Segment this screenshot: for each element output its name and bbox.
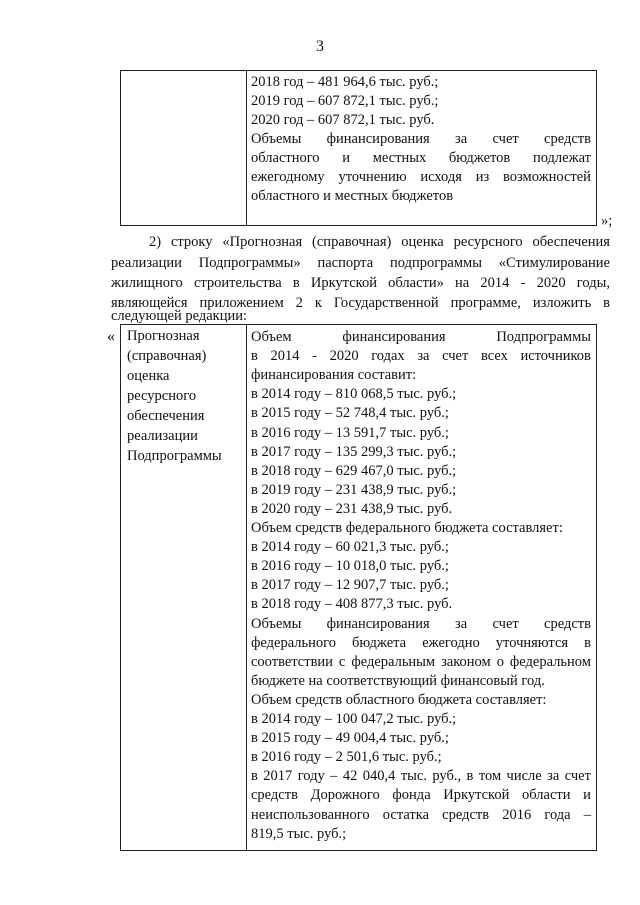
right-cell-line: бюджете на соответствующий финансовый год. (251, 673, 545, 689)
word: годы, (576, 275, 610, 291)
word: года (544, 807, 571, 823)
justify-row (251, 347, 591, 365)
word: остатка (382, 807, 430, 823)
right-cell-line: в 2020 году – 231 438,9 тыс. руб. (251, 501, 453, 517)
word: 040,4 (362, 768, 396, 784)
left-cell-line: (справочная) (127, 348, 207, 364)
word: средств (544, 131, 591, 147)
word: 2017 (263, 768, 293, 784)
word: источников (520, 348, 591, 364)
justify-row (111, 254, 610, 272)
table-1-para-line (251, 130, 591, 148)
word: с (338, 654, 346, 670)
word: счет (492, 616, 519, 632)
word: фонда (392, 787, 431, 803)
right-cell-line: 819,5 тыс. руб.; (251, 826, 347, 842)
word: строку (170, 234, 213, 250)
table-1-line: 2019 год – 607 872,1 тыс. руб.; (251, 93, 439, 109)
table-2-top-border (120, 324, 597, 325)
right-cell-line: в 2015 году – 52 748,4 тыс. руб.; (251, 405, 449, 421)
justify-row (251, 786, 591, 804)
page-number: 3 (316, 38, 324, 55)
justify-row (149, 233, 610, 251)
left-cell-line: оценка (127, 368, 170, 384)
word: из (475, 169, 490, 185)
table-1-para-line (251, 168, 591, 186)
word: паспорта (317, 255, 374, 271)
word: финансирования (326, 131, 430, 147)
justify-row (251, 168, 591, 186)
word: федеральным (351, 654, 436, 670)
word: соответствии (251, 654, 333, 670)
word: Государственной (333, 295, 439, 311)
word: неиспользованного (251, 807, 370, 823)
word: финансирования (342, 329, 446, 345)
word: оценка (401, 234, 444, 250)
word: (справочная) (312, 234, 392, 250)
right-cell-line: в 2016 году – 10 018,0 тыс. руб.; (251, 558, 449, 574)
word: счет (564, 768, 591, 784)
right-cell-line: Объем средств федерального бюджета составляет: (251, 520, 563, 536)
word: Подпрограммы» (198, 255, 301, 271)
word: федеральном (509, 654, 591, 670)
table-2-right-border (596, 324, 597, 851)
justify-row (251, 767, 591, 785)
right-cell-line (251, 634, 591, 652)
word: программе, (450, 295, 521, 311)
table-1-bottom-border (120, 225, 597, 226)
word: 2) (149, 234, 162, 250)
right-cell-line (251, 328, 591, 346)
word: руб., (432, 768, 462, 784)
word: средств (251, 787, 298, 803)
word: к (314, 295, 322, 311)
word: в (466, 768, 474, 784)
word: году (297, 768, 325, 784)
word: обеспечения (532, 234, 610, 250)
justify-row (251, 328, 591, 346)
body-line (111, 274, 610, 292)
word: в (584, 635, 591, 651)
word: строительства (193, 275, 282, 291)
word: подлежат (532, 150, 591, 166)
word: Объемы (251, 616, 302, 632)
word: в (292, 275, 300, 291)
body-line (111, 254, 610, 272)
right-cell-line (251, 615, 591, 633)
word: в (251, 768, 258, 784)
word: приложением (199, 295, 284, 311)
word: являющейся (111, 295, 188, 311)
table-2-bottom-border (120, 850, 597, 851)
word: области (522, 787, 571, 803)
word: Объемы (251, 131, 302, 147)
justify-row (251, 130, 591, 148)
word: 2014 (270, 348, 300, 364)
word: 2020 (536, 275, 566, 291)
word: уточнению (338, 169, 407, 185)
word: годах (371, 348, 405, 364)
right-cell-line: в 2016 году – 13 591,7 тыс. руб.; (251, 425, 449, 441)
word: Подпрограммы (496, 329, 591, 345)
word: 2 (295, 295, 303, 311)
word: законом (441, 654, 491, 670)
right-cell-line: в 2015 году – 49 004,4 тыс. руб.; (251, 730, 449, 746)
word: числе (506, 768, 542, 784)
right-cell-line: в 2019 году – 231 438,9 тыс. руб.; (251, 482, 457, 498)
word: – (583, 807, 591, 823)
word: ресурсного (453, 234, 523, 250)
word: 2016 (502, 807, 532, 823)
table-1-left-border (120, 70, 121, 226)
word: федерального (251, 635, 336, 651)
word: Иркутской (310, 275, 377, 291)
word: области» (388, 275, 444, 291)
word: - (520, 275, 526, 291)
word: счет (492, 131, 519, 147)
word: финансирования (326, 616, 430, 632)
word: – (330, 768, 338, 784)
word: о (496, 654, 504, 670)
word: областного (251, 150, 320, 166)
word: «Прогнозная (222, 234, 303, 250)
left-cell-line: Прогнозная (127, 328, 200, 344)
word: средств (544, 616, 591, 632)
word: бюджетов (448, 150, 511, 166)
word: 42 (342, 768, 358, 784)
table-1-line: 2020 год – 607 872,1 тыс. руб. (251, 112, 435, 128)
word: уточняются (495, 635, 569, 651)
word: жилищного (111, 275, 183, 291)
word: том (478, 768, 502, 784)
word: тыс. (400, 768, 427, 784)
right-cell-line: в 2014 году – 60 021,3 тыс. руб.; (251, 539, 449, 555)
word: всех (480, 348, 508, 364)
word: местных (372, 150, 427, 166)
word: Объем (251, 329, 292, 345)
word: Иркутской (443, 787, 510, 803)
right-cell-line (251, 767, 591, 785)
justify-row (251, 634, 591, 652)
right-cell-line: финансирования составит: (251, 367, 417, 383)
right-cell-line: Объем средств областного бюджета составляет: (251, 692, 547, 708)
table-1-top-border (120, 70, 597, 71)
right-cell-line: в 2014 году – 100 047,2 тыс. руб.; (251, 711, 457, 727)
word: в (251, 348, 258, 364)
right-cell-line (251, 786, 591, 804)
right-cell-line: в 2016 году – 2 501,6 тыс. руб.; (251, 749, 442, 765)
word: подпрограммы (389, 255, 482, 271)
justify-row (251, 149, 591, 167)
justify-row (251, 653, 591, 671)
word: 2014 (480, 275, 510, 291)
word: изложить (532, 295, 592, 311)
left-cell-line: ресурсного (127, 388, 197, 404)
right-cell-line: в 2018 году – 408 877,3 тыс. руб. (251, 596, 453, 612)
word: «Стимулирование (498, 255, 610, 271)
word: на (455, 275, 470, 291)
open-quote: « (107, 328, 115, 345)
right-cell-line: в 2017 году – 135 299,3 тыс. руб.; (251, 444, 457, 460)
word: счет (442, 348, 469, 364)
right-cell-line (251, 806, 591, 824)
right-cell-line: в 2017 году – 12 907,7 тыс. руб.; (251, 577, 449, 593)
body-line (149, 233, 610, 251)
right-cell-line (251, 347, 591, 365)
closing-quote: »; (601, 213, 613, 229)
table-1-para-line: областного и местных бюджетов (251, 188, 454, 204)
word: 2020 (329, 348, 359, 364)
table-1-line: 2018 год – 481 964,6 тыс. руб.; (251, 74, 439, 90)
word: средств (442, 807, 490, 823)
table-2-divider (246, 324, 247, 851)
word: и (583, 787, 591, 803)
table-2-left-border (120, 324, 121, 851)
word: исходя (420, 169, 462, 185)
table-1-right-border (596, 70, 597, 226)
word: ежегодному (251, 169, 325, 185)
right-cell-line (251, 653, 591, 671)
word: и (342, 150, 351, 166)
word: за (455, 131, 468, 147)
word: бюджета (352, 635, 407, 651)
justify-row (111, 274, 610, 292)
right-cell-line: в 2014 году – 810 068,5 тыс. руб.; (251, 386, 457, 402)
word: ежегодно (422, 635, 480, 651)
body-line: следующей редакции: (111, 308, 248, 324)
word: - (312, 348, 317, 364)
word: за (417, 348, 430, 364)
word: за (455, 616, 468, 632)
word: возможностей (503, 169, 591, 185)
left-cell-line: обеспечения (127, 408, 205, 424)
table-1-para-line (251, 149, 591, 167)
word: Дорожного (310, 787, 380, 803)
justify-row (251, 806, 591, 824)
word: в (603, 295, 610, 311)
table-1-divider (246, 70, 247, 226)
left-cell-line: Подпрограммы (127, 448, 222, 464)
word: за (547, 768, 560, 784)
word: реализации (111, 255, 182, 271)
left-cell-line: реализации (127, 428, 198, 444)
justify-row (251, 615, 591, 633)
right-cell-line: в 2018 году – 629 467,0 тыс. руб.; (251, 463, 457, 479)
